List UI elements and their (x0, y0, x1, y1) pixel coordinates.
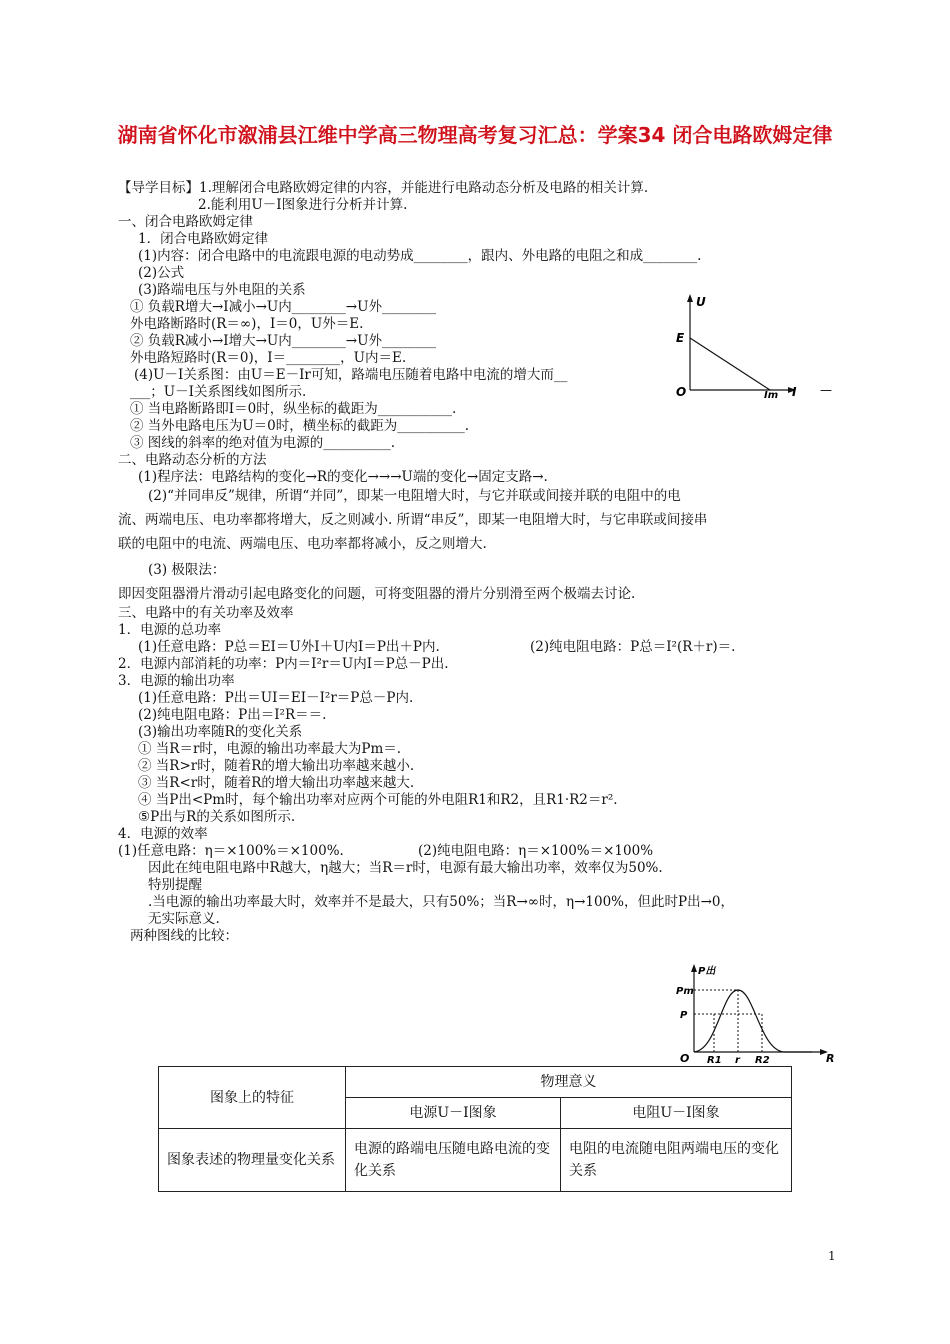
ui-y-arrow (687, 294, 693, 302)
ui-graph-figure (670, 290, 850, 405)
table-header-row (159, 1067, 792, 1098)
pr-graph-figure (672, 962, 842, 1066)
ui-im-label: Im (764, 390, 779, 401)
page-number: 1 (828, 1249, 836, 1263)
text-line: 2.能利用U－I图象进行分析并计算. (198, 197, 408, 213)
pr-r-label: r (735, 1055, 740, 1066)
table-header-source: 电源U－I图象 (346, 1098, 561, 1129)
text-line: 三、电路中的有关功率及效率 (118, 605, 294, 621)
text-line: (1)程序法：电路结构的变化→R的变化→→→U端的变化→固定支路→. (138, 469, 548, 485)
text-line: 无实际意义. (148, 911, 220, 927)
ui-e-label: E (676, 331, 685, 345)
ui-x-label: I (792, 385, 797, 399)
text-line: (1)任意电路：P出＝UI＝EI－I²r＝P总－P内. (138, 690, 414, 706)
text-line: (3)路端电压与外电阻的关系 (138, 282, 306, 298)
text-line: ② 当R>r时，随着R的增大输出功率越来越小. (138, 758, 415, 774)
table-header-resistor: 电阻U－I图象 (561, 1098, 792, 1129)
text-line: 特别提醒 (148, 877, 202, 893)
text-line: ① 负载R增大→I减小→U内________→U外________ (130, 299, 436, 315)
text-line: ③ 图线的斜率的绝对值为电源的__________. (130, 435, 396, 451)
text-line: 即因变阻器滑片滑动引起电路变化的问题，可将变阻器的滑片分别滑至两个极端去讨论. (118, 586, 636, 602)
text-line: (2)纯电阻电路：P出＝I²R＝＝. (138, 707, 327, 723)
text-line: (2)纯电阻电路：P总＝I²(R＋r)＝. (530, 639, 736, 655)
pr-y-label: P出 (698, 966, 716, 977)
pr-x-label: R (826, 1052, 835, 1065)
comparison-table (158, 1066, 792, 1192)
text-line: 1．电源的总功率 (118, 622, 222, 638)
table-cell: 图象表述的物理量变化关系 (159, 1129, 346, 1192)
ui-extra-mark: — (820, 383, 832, 397)
text-line: .当电源的输出功率最大时，效率并不是最大，只有50%；当R→∞时，η→100%，但此时P出→0， (148, 894, 734, 910)
text-line: ④ 当P出<Pm时，每个输出功率对应两个可能的外电阻R1和R2，且R1·R2＝r². (138, 792, 618, 808)
ui-y-label: U (696, 295, 706, 309)
pr-origin-label: O (680, 1052, 690, 1065)
text-line: ⑤P出与R的关系如图所示. (138, 809, 296, 825)
text-line: 3．电源的输出功率 (118, 673, 235, 689)
text-line: 1．闭合电路欧姆定律 (138, 231, 269, 247)
pr-p-label: P (680, 1010, 688, 1021)
pr-pm-label: Pm (676, 986, 694, 997)
text-line: (4)U－I关系图：由U＝E－Ir可知，路端电压随着电路中电流的增大而__ (134, 367, 568, 383)
text-line: ① 当电路断路即I＝0时，纵坐标的截距为___________. (130, 401, 457, 417)
text-line: 流、两端电压、电功率都将增大，反之则减小. 所谓“串反”，即某一电阻增大时，与它串联或间接串 (118, 512, 708, 528)
text-line: (1)任意电路：P总＝EI＝U外I＋U内I＝P出＋P内. (138, 639, 440, 655)
table-cell: 电阻的电流随电阻两端电压的变化关系 (561, 1129, 792, 1192)
text-line: 一、闭合电路欧姆定律 (118, 214, 253, 230)
text-line: (3) 极限法： (148, 562, 226, 578)
text-line: (2)纯电阻电路：η＝×100%＝×100% (418, 843, 654, 859)
text-line: (2)“并同串反”规律，所谓“并同”，即某一电阻增大时，与它并联或间接并联的电阻中的电 (148, 488, 681, 504)
pr-y-arrow (691, 964, 697, 972)
text-line: ③ 当R<r时，随着R的增大输出功率越来越大. (138, 775, 415, 791)
pr-r1-label: R1 (707, 1055, 722, 1066)
text-line: 因此在纯电阻电路中R越大，η越大；当R＝r时，电源有最大输出功率，效率仅为50%. (148, 860, 663, 876)
page-title: 湖南省怀化市溆浦县江维中学高三物理高考复习汇总：学案34 闭合电路欧姆定律 (117, 123, 833, 147)
text-line: ② 负载R减小→I增大→U内________→U外________ (130, 333, 436, 349)
text-line: 【导学目标】1.理解闭合电路欧姆定律的内容，并能进行电路动态分析及电路的相关计算. (118, 180, 649, 196)
text-line: 外电路断路时(R＝∞)，I＝0，U外＝E. (130, 316, 364, 332)
table-cell: 电源的路端电压随电路电流的变化关系 (346, 1129, 561, 1192)
table-row (159, 1129, 792, 1192)
pr-curve (694, 990, 812, 1052)
text-line: (3)输出功率随R的变化关系 (138, 724, 303, 740)
table-header-group: 物理意义 (346, 1067, 792, 1098)
ui-origin-label: O (676, 385, 687, 399)
text-line: (1)任意电路：η＝×100%＝×100%. (118, 843, 344, 859)
text-line: 外电路短路时(R＝0)，I＝________，U内＝E. (130, 350, 407, 366)
table-header-feature: 图象上的特征 (159, 1067, 346, 1129)
text-line: 4．电源的效率 (118, 826, 208, 842)
text-line: ② 当外电路电压为U＝0时，横坐标的截距为__________. (130, 418, 470, 434)
text-line: ___；U－I关系图线如图所示. (130, 384, 307, 400)
text-line: 联的电阻中的电流、两端电压、电功率都将减小，反之则增大. (118, 536, 487, 552)
text-line: 2．电源内部消耗的功率：P内＝I²r＝U内I＝P总－P出. (118, 656, 449, 672)
ui-line (690, 338, 770, 390)
pr-r2-label: R2 (755, 1055, 770, 1066)
text-line: 二、电路动态分析的方法 (118, 452, 267, 468)
text-line: (2)公式 (138, 265, 185, 281)
text-line: 两种图线的比较： (130, 928, 238, 944)
text-line: ① 当R＝r时，电源的输出功率最大为Pm＝. (138, 741, 402, 757)
text-line: (1)内容：闭合电路中的电流跟电源的电动势成________，跟内、外电路的电阻之和成________. (138, 248, 702, 264)
